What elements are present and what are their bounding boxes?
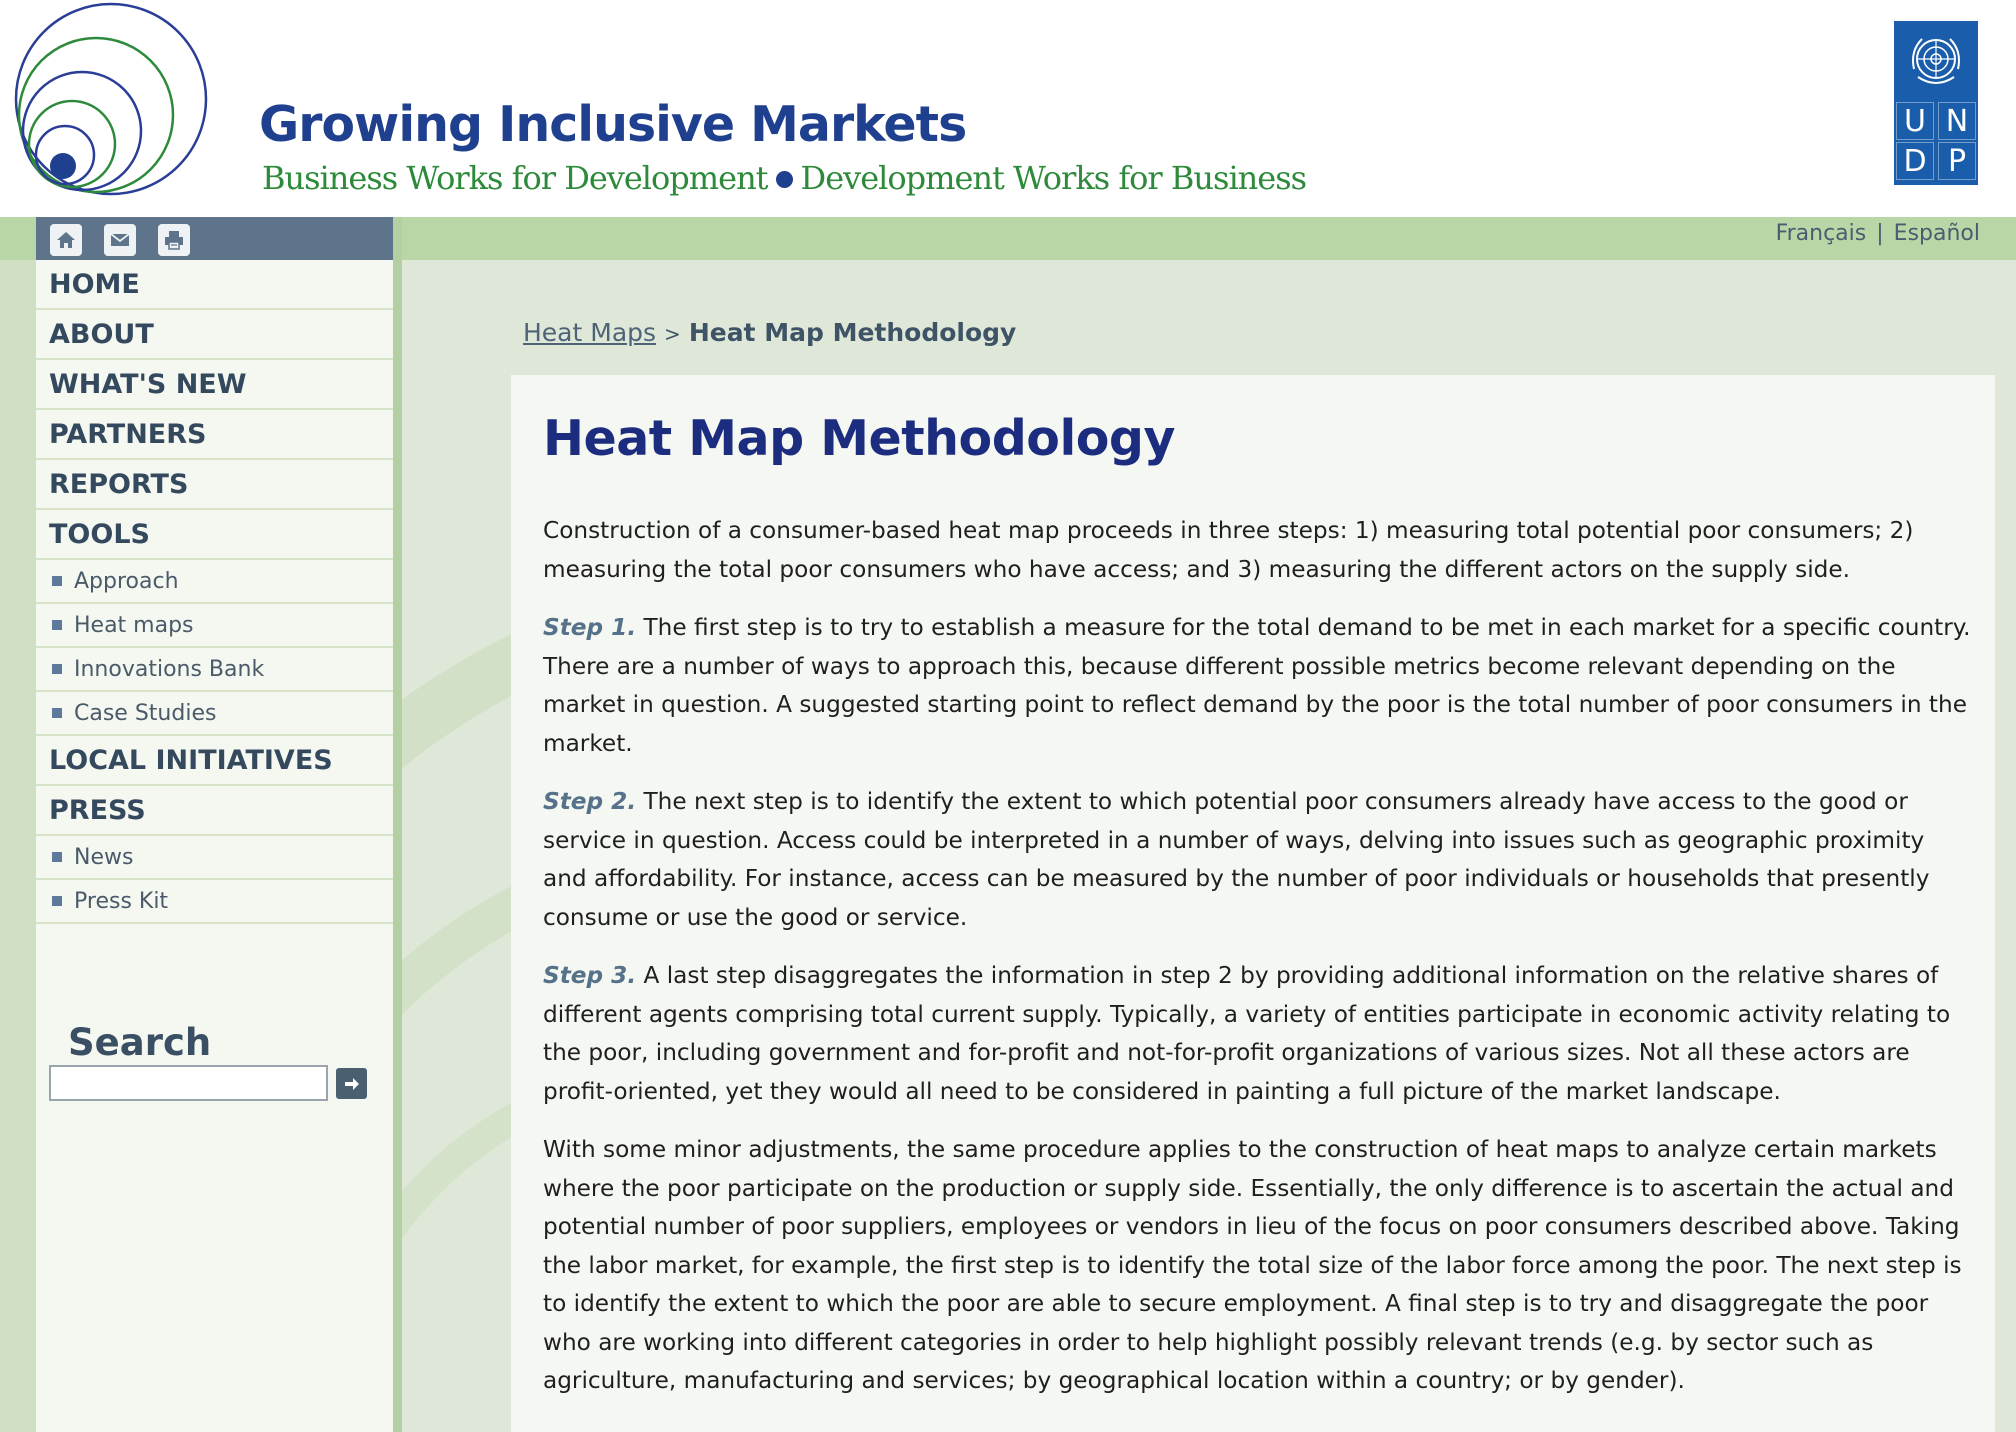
bullet-square-icon bbox=[52, 896, 62, 906]
tagline-dot-icon bbox=[776, 171, 793, 188]
nav-subitem-innovations-bank[interactable] bbox=[36, 648, 393, 692]
article-closing: With some minor adjustments, the same procedure applies to the construction of heat maps to analyze certain markets where the poor participate on the production or supply side. Essentially, the only difference is to ascertain the actual and potential number of poor suppliers, employees or vendors in lieu of the focus on poor consumers described above. Taking the labor market, for example, the first step is to identify the total size of the labor force among the poor. The next step is to identify the extent to which the poor are able to secure employment. A final step is to try and disaggregate the poor who are working into different categories in order to help highlight possibly relevant trends (e.g. by sector such as agriculture, manufacturing and services; by geographical location within a country; or by gender). bbox=[543, 1136, 1962, 1394]
search-submit-button[interactable] bbox=[336, 1068, 367, 1099]
main-nav bbox=[36, 260, 393, 924]
article-body bbox=[543, 512, 1973, 1421]
step-label: Step 2. bbox=[543, 788, 637, 815]
nav-item-whats-new[interactable] bbox=[36, 360, 393, 410]
lang-separator: | bbox=[1876, 221, 1884, 246]
undp-logo[interactable] bbox=[1894, 21, 1978, 185]
nav-item-home[interactable] bbox=[36, 260, 393, 310]
nav-subitem-label: News bbox=[74, 844, 134, 870]
article-step-1 bbox=[543, 609, 1973, 763]
nav-subitem-label: Innovations Bank bbox=[74, 656, 265, 682]
sidebar bbox=[36, 260, 393, 1432]
nav-item-label: LOCAL INITIATIVES bbox=[49, 744, 333, 776]
tagline-right: Development Works for Business bbox=[800, 159, 1307, 197]
nav-item-label: PRESS bbox=[49, 794, 146, 826]
nav-item-label: PARTNERS bbox=[49, 418, 207, 450]
nav-subitem-label: Approach bbox=[74, 568, 179, 594]
breadcrumb bbox=[523, 318, 1016, 347]
step-text: The first step is to try to establish a measure for the total demand to be met in each market for a specific country. There are a number of ways to approach this, because different possible metrics become relevant depending on the market in question. A suggested starting point to reflect demand by the poor is the total number of poor consumers in the market. bbox=[543, 614, 1971, 757]
search-label: Search bbox=[68, 1021, 212, 1064]
arrow-right-icon bbox=[342, 1074, 362, 1094]
breadcrumb-separator: > bbox=[664, 322, 681, 346]
page-title: Heat Map Methodology bbox=[543, 410, 1175, 467]
breadcrumb-current: Heat Map Methodology bbox=[688, 318, 1017, 347]
nav-subitem-case-studies[interactable] bbox=[36, 692, 393, 736]
nav-subitem-press-kit[interactable] bbox=[36, 880, 393, 924]
bullet-square-icon bbox=[52, 664, 62, 674]
step-label: Step 3. bbox=[543, 962, 637, 989]
site-header bbox=[0, 0, 2016, 217]
article-step-2 bbox=[543, 783, 1973, 937]
step-text: A last step disaggregates the information in step 2 by providing additional information on the relative shares of different agents comprising total current supply. Typically, a variety of entities participate in economic activity relating to the poor, including government and for-profit and not-for-profit organizations of various sizes. Not all these actors are profit-oriented, yet they would all need to be considered in painting a full picture of the market landscape. bbox=[543, 962, 1951, 1105]
nav-subitem-label: Heat maps bbox=[74, 612, 194, 638]
bullet-square-icon bbox=[52, 708, 62, 718]
bullet-square-icon bbox=[52, 852, 62, 862]
nav-subitem-news[interactable] bbox=[36, 836, 393, 880]
breadcrumb-link-heat-maps[interactable]: Heat Maps bbox=[523, 318, 657, 347]
nav-item-press[interactable] bbox=[36, 786, 393, 836]
bullet-square-icon bbox=[52, 620, 62, 630]
print-icon[interactable] bbox=[158, 224, 190, 256]
nav-item-label: ABOUT bbox=[49, 318, 154, 350]
nav-item-label: HOME bbox=[49, 268, 140, 300]
undp-letter: D bbox=[1896, 142, 1934, 180]
bullet-square-icon bbox=[52, 576, 62, 586]
nav-subitem-label: Press Kit bbox=[74, 888, 169, 914]
site-title: Growing Inclusive Markets bbox=[259, 96, 967, 153]
step-text: The next step is to identify the extent to which potential poor consumers already have access to the good or service in question. Access could be interpreted in a number of ways, delving into issues such as geographic proximity and affordability. For instance, access can be measured by the number of poor individuals or households that presently consume or use the good or service. bbox=[543, 788, 1930, 931]
nav-item-partners[interactable] bbox=[36, 410, 393, 460]
undp-letter: P bbox=[1938, 142, 1976, 180]
gim-logo-icon[interactable] bbox=[12, 0, 212, 200]
mail-icon[interactable] bbox=[104, 224, 136, 256]
lang-link-espanol[interactable]: Español bbox=[1893, 221, 1980, 246]
undp-letter: U bbox=[1896, 102, 1934, 140]
utility-toolbar bbox=[36, 217, 393, 260]
search-input[interactable] bbox=[49, 1065, 328, 1101]
nav-subitem-approach[interactable] bbox=[36, 560, 393, 604]
step-label: Step 1. bbox=[543, 614, 637, 641]
nav-subitem-heat-maps[interactable] bbox=[36, 604, 393, 648]
article-step-3 bbox=[543, 957, 1973, 1111]
nav-item-tools[interactable] bbox=[36, 510, 393, 560]
site-tagline bbox=[262, 159, 1306, 197]
undp-letter: N bbox=[1938, 102, 1976, 140]
article-intro: Construction of a consumer-based heat map proceeds in three steps: 1) measuring total potential poor consumers; 2) measuring the total poor consumers who have access; and 3) measuring the different actors on the supply side. bbox=[543, 517, 1914, 583]
home-icon[interactable] bbox=[50, 224, 82, 256]
nav-subitem-label: Case Studies bbox=[74, 700, 217, 726]
un-emblem-icon bbox=[1904, 29, 1968, 93]
nav-item-reports[interactable] bbox=[36, 460, 393, 510]
language-switcher bbox=[1776, 221, 1980, 246]
tagline-left: Business Works for Development bbox=[262, 159, 768, 197]
nav-item-about[interactable] bbox=[36, 310, 393, 360]
nav-item-label: REPORTS bbox=[49, 468, 189, 500]
nav-item-label: TOOLS bbox=[49, 518, 150, 550]
left-margin bbox=[0, 260, 36, 1432]
nav-item-label: WHAT'S NEW bbox=[49, 368, 247, 400]
nav-item-local-initiatives[interactable] bbox=[36, 736, 393, 786]
sidebar-divider bbox=[393, 217, 402, 1432]
lang-link-francais[interactable]: Français bbox=[1775, 221, 1867, 246]
